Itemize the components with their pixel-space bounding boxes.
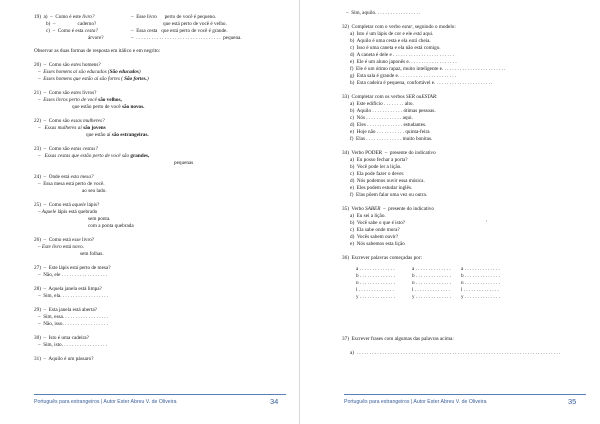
q21-a: – Esses livros perto de você são velhos, — [38, 97, 122, 103]
q33-e: e) Hoje não . . . . . . . . . . . quinta-feira — [350, 129, 430, 135]
q35-c: c) Ela sabe onde mora? — [350, 227, 400, 233]
q28: 28) – Aquela janela está limpa? — [34, 286, 102, 292]
word-blank: a . . . . . . . . . . . . . . — [356, 266, 395, 272]
q33-f: f) Elas . . . . . . . . . . . . . . muito bonitas. — [350, 136, 433, 142]
word-blank: a . . . . . . . . . . . . . . — [461, 266, 500, 272]
q34-f: f) Elas pôem falar uma vez ou outra. — [350, 192, 428, 198]
word-blank: y . . . . . . . . . . . . . . — [461, 294, 500, 300]
q29-b: – Não, isso. . . . . . . . . . . . . . . . . . — [38, 321, 108, 327]
q19-b-answer: que está perto de você é velho. — [163, 21, 227, 27]
word-blank: n . . . . . . . . . . . . . . — [461, 280, 500, 286]
observation: Observar as duas formas de resposta em itálico e em negrito: — [34, 48, 161, 54]
footer-rule — [34, 394, 286, 395]
q30-a: – Sim, isto. . . . . . . . . . . . . . . . . . — [38, 342, 108, 348]
q34-a: a) Eu posso fechar a porta? — [350, 157, 408, 163]
q24-a: – Essa mesa está perto de você. — [38, 181, 105, 187]
q34-b: b) Você pode ler a lição. — [350, 164, 402, 170]
q20-a: – Esses homens aí são educados (São educados) — [38, 69, 141, 75]
q32-b: b) Aquilo é uma cesta e ela está cheia. — [350, 38, 431, 44]
q19-b: b) – caderno? — [46, 21, 97, 27]
word-blank: n . . . . . . . . . . . . . . — [412, 280, 451, 286]
q33-c: c) Nós . . . . . . . . . . . . . . aqui. — [350, 115, 413, 121]
footer-text: Português para estrangeiros | Autor Ester Abreu V. de Oliveira — [34, 399, 177, 405]
q19-a: 19) a) – Como é este livro? — [34, 14, 95, 20]
q19-d-answer: – . . . . . . . . . . . . . . . . . . . . . . . . . . . . . . . . . pequena. — [131, 35, 242, 41]
q31: 31) – Aquilo é um pássaro? — [34, 356, 94, 362]
q19-d: árvore? — [88, 35, 104, 41]
q32-h: h) Esta cadeira é pequena, confortável e. . . . . . . . . . . . . . . . . . . . . . . — [350, 80, 493, 86]
q32-c: c) Isso é uma caneta e ela não está comigo. — [350, 45, 441, 51]
q25-a: – Aquele lápis está quebrado — [38, 209, 98, 215]
q26: 26) – Como está esse livro? — [34, 237, 95, 243]
word-blank: l . . . . . . . . . . . . . . — [412, 287, 450, 293]
q35-b: b) Você sabe o que é isto? — [350, 220, 405, 226]
q26-b: sem folhas. — [80, 251, 104, 257]
q28-a: – Sim, ela. . . . . . . . . . . . . . . . . . . — [38, 293, 109, 299]
word-blank: y . . . . . . . . . . . . . . — [412, 294, 451, 300]
q30: 30) – Isto é uma cadeira? — [34, 335, 89, 341]
footer-text: Português para estrangeiros | Autor Ester Abreu V. de Oliveira — [344, 399, 487, 405]
left-footer — [0, 394, 300, 406]
q32-f: f) Ele é um ótimo rapaz, muito inteligente e. . . . . . . . . . . . . . . . . . . . . . . . . — [350, 66, 506, 72]
q31-answer: – Sim, aquilo. . . . . . . . . . . . . . . . . . — [346, 10, 421, 16]
q29: 29) – Esta janela está aberta? — [34, 307, 97, 313]
q27-a: – Não, ele . . . . . . . . . . . . . . . . . . — [38, 272, 108, 278]
q25-b: sem ponta. — [88, 216, 111, 222]
q34-c: c) Ela pode fazer o dever. — [350, 171, 405, 177]
q23: 23) – Como são estas cestas? — [34, 146, 98, 152]
q33-a: a) Este edifício . . . . . . . . alto. — [350, 101, 414, 107]
word-blank: n . . . . . . . . . . . . . . — [356, 280, 395, 286]
q20: 20) – Como são estes homens? — [34, 62, 101, 68]
q33-d: d) Eles . . . . . . . . . . . . . . estudantes. — [350, 122, 427, 128]
q23-b: pequenas — [174, 160, 194, 166]
q32-e: e) Ele é um aluno japonês e. . . . . . . . . . . . . . . . . . . — [350, 59, 457, 65]
page-number: 35 — [568, 397, 577, 406]
word-blank: l . . . . . . . . . . . . . . — [356, 287, 394, 293]
q22-a: – Essas mulheres aí são jovens — [38, 125, 106, 131]
q21-b: que estão perto de você são novos. — [72, 104, 145, 110]
q34-e: e) Eles podem estudar inglês. — [350, 185, 413, 191]
q19-c-answer: – Essa cesta que está perto de você é grande. — [131, 28, 228, 34]
q36: 36) Escrever palavras começadas por: — [342, 255, 422, 261]
q34-d: d) Nós podemos ouvir essa música. — [350, 178, 425, 184]
q20-b: – Esses homens que estão aí são fortes ( São fortes.) — [38, 76, 149, 82]
q35-e: e) Nós sabemos esta lição — [350, 241, 405, 247]
q35-a: a) Eu sei a lição. — [350, 213, 386, 219]
footer-rule — [344, 394, 586, 395]
q32-g: g) Esta sala é grande e. . . . . . . . . . . . . . . . . . . . . . . — [350, 73, 457, 79]
q35-b-mark: ' — [486, 220, 487, 226]
q29-a: – Sim, essa. . . . . . . . . . . . . . . . . . — [38, 314, 109, 320]
word-blank: l . . . . . . . . . . . . . . — [461, 287, 499, 293]
q37-a: a) . . . . . . . . . . . . . . . . . . . . . . . . . . . . . . . . . . . . . . . . . . . . . . . . . . . . . . . . . . . . . . . . . . . . . . . . . . . . . . . — [350, 350, 561, 356]
q24-b: ao seu lado. — [82, 188, 107, 194]
word-blank: a . . . . . . . . . . . . . . — [412, 266, 451, 272]
right-page — [300, 0, 600, 424]
q23-a: – Essas cestas que estão perto de você são grandes, — [38, 153, 150, 159]
q35: 35) Verbo SABER – presente do indicativo — [342, 206, 434, 212]
q24: 24) – Onde está esta mesa? — [34, 174, 94, 180]
q27: 27) – Este lápis está perto de mesa? — [34, 265, 111, 271]
q35-d: d) Vocês sabem ouvir? — [350, 234, 399, 240]
q32-d: d) A caneta é dele e . . . . . . . . . . . . . . . . . . . . . . . . — [350, 52, 455, 58]
q32-a: a) Isto é um lápis de cor e ele está aqui. — [350, 31, 434, 37]
q19-c: c) – Como é esta cesta? — [46, 28, 99, 34]
q25: 25) – Como está aquele lápis? — [34, 202, 100, 208]
q22: 22) – Como são essas mulheres? — [34, 118, 105, 124]
q32: 32) Completar com o verbo estar, seguindo o modelo: — [342, 24, 456, 30]
q22-b: que estão aí são estrangeiras. — [86, 132, 149, 138]
page-number: 34 — [270, 397, 279, 406]
q26-a: – Este livro está novo. — [38, 244, 85, 250]
q33: 33) Completar com os verbos SER ouESTAR: — [342, 94, 438, 100]
q19-a-answer: – Esse livro perto de você é pequeno. — [131, 14, 217, 20]
right-footer — [300, 394, 600, 406]
word-blank: b . . . . . . . . . . . . . . — [412, 273, 451, 279]
word-blank: b . . . . . . . . . . . . . . — [461, 273, 500, 279]
word-blank: y . . . . . . . . . . . . . . — [356, 294, 395, 300]
q25-c: com a ponta quebrada — [88, 223, 134, 229]
q37: 37) Escrever frases com algumas das palavras acima: — [342, 336, 454, 342]
word-blank: b . . . . . . . . . . . . . . — [356, 273, 395, 279]
q33-b: b) Aquilo . . . . . . . . . . . . ótimas pessoas. — [350, 108, 436, 114]
q34: 34) Verbo PODER – presente do indicativo — [342, 150, 436, 156]
q21: 21) – Como são estes livros? — [34, 90, 97, 96]
